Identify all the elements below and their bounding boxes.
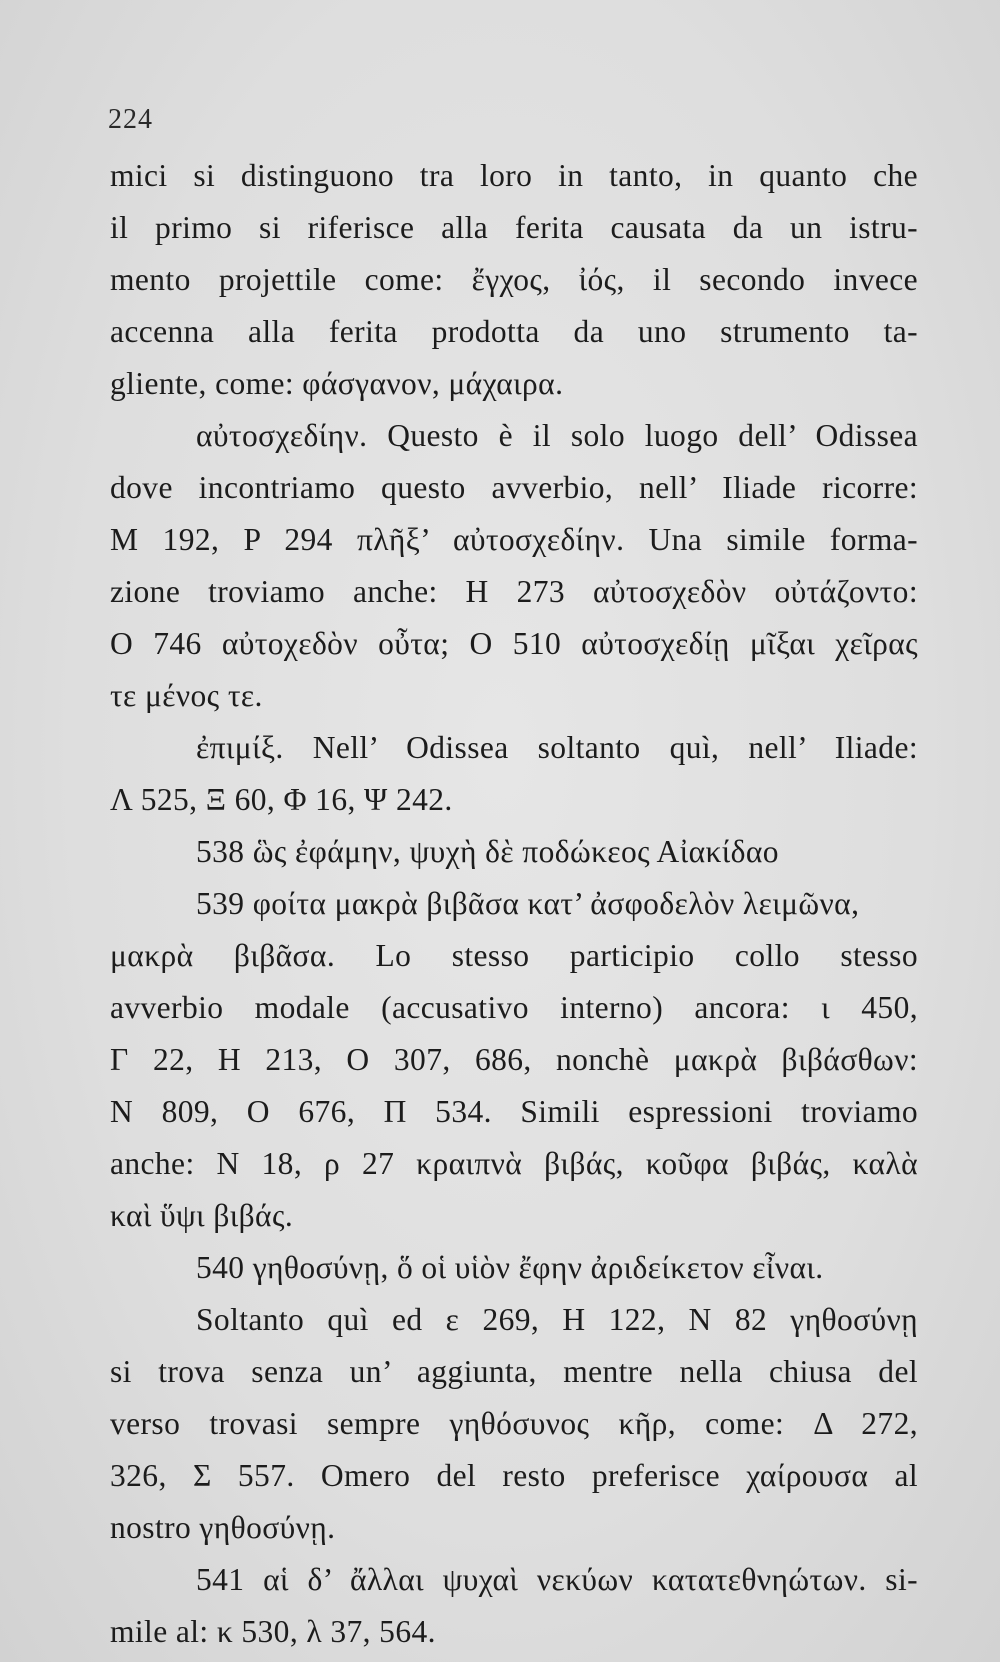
text-line: καὶ ὕψι βιβάς. — [110, 1198, 294, 1233]
text-line: si trova senza un’ aggiunta, mentre nella chiusa del — [110, 1354, 918, 1389]
text-line: μακρὰ βιβᾶσα. Lo stesso participio collo stesso — [110, 938, 918, 973]
text-line: anche: N 18, ρ 27 κραιπνὰ βιβάς, κοῦφα βιβάς, καλὰ — [110, 1146, 918, 1181]
verse-line: 541 αἱ δ’ ἄλλαι ψυχαὶ νεκύων κατατεθνηώτων. si- — [196, 1562, 918, 1597]
text-line: mile al: κ 530, λ 37, 564. — [110, 1614, 436, 1649]
text-line: accenna alla ferita prodotta da uno strumento ta- — [110, 314, 918, 349]
text-line: verso trovasi sempre γηθόσυνος κῆρ, come: Δ 272, — [110, 1406, 918, 1441]
text-line: zione troviamo anche: H 273 αὐτοσχεδὸν οὐτάζοντο: — [110, 574, 918, 609]
text-line: mento projettile come: ἔγχος, ἰός, il secondo invece — [110, 262, 918, 297]
text-line: M 192, P 294 πλῆξ’ αὐτοσχεδίην. Una simile forma- — [110, 522, 918, 557]
verse-line: 540 γηθοσύνῃ, ὅ οἱ υἱὸν ἔφην ἀριδείκετον εἶναι. — [196, 1250, 824, 1285]
text-line: nostro γηθοσύνῃ. — [110, 1510, 336, 1545]
page-number: 224 — [108, 104, 153, 135]
text-line: Γ 22, H 213, O 307, 686, nonchè μακρὰ βιβάσθων: — [110, 1042, 918, 1077]
text-line: Λ 525, Ξ 60, Φ 16, Ψ 242. — [110, 782, 453, 817]
text-line: N 809, O 676, Π 534. Simili espressioni troviamo — [110, 1094, 918, 1129]
text-line: O 746 αὐτοχεδὸν οὖτα; O 510 αὐτοσχεδίῃ μῖξαι χεῖρας — [110, 626, 918, 661]
text-line: gliente, come: φάσγανον, μάχαιρα. — [110, 366, 564, 401]
text-line: dove incontriamo questo avverbio, nell’ Iliade ricorre: — [110, 470, 918, 505]
text-line: Soltanto quì ed ε 269, H 122, N 82 γηθοσύνῃ — [196, 1302, 918, 1337]
text-line: τε μένος τε. — [110, 678, 263, 713]
verse-line: 538 ὣς ἐφάμην, ψυχὴ δὲ ποδώκεος Αἰακίδαο — [196, 834, 779, 869]
text-line: αὐτοσχεδίην. Questo è il solo luogo dell’ Odissea — [196, 418, 918, 453]
text-line: avverbio modale (accusativo interno) ancora: ι 450, — [110, 990, 918, 1025]
text-line: ἐπιμίξ. Nell’ Odissea soltanto quì, nell’ Iliade: — [196, 730, 918, 765]
body-text — [110, 150, 918, 1658]
text-line: 326, Σ 557. Omero del resto preferisce χαίρουσα al — [110, 1458, 918, 1493]
text-line: mici si distinguono tra loro in tanto, in quanto che — [110, 158, 918, 193]
verse-line: 539 φοίτα μακρὰ βιβᾶσα κατ’ ἀσφοδελὸν λειμῶνα, — [196, 886, 860, 921]
text-line: il primo si riferisce alla ferita causata da un istru- — [110, 210, 918, 245]
